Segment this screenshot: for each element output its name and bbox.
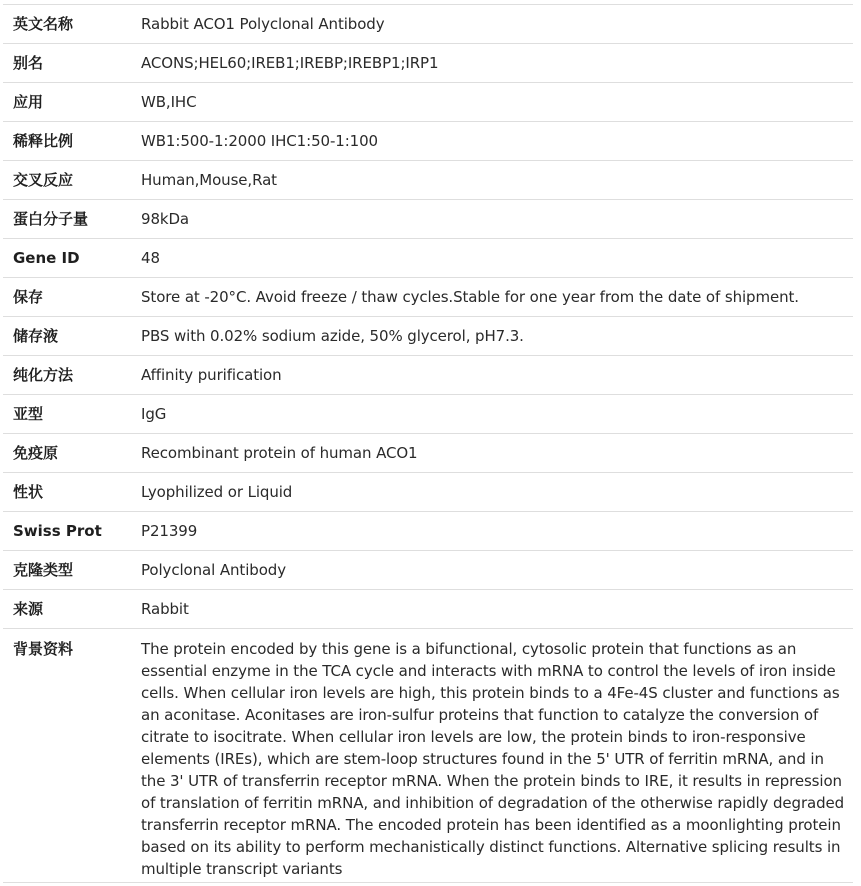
spec-label: 应用 xyxy=(3,83,132,122)
spec-value: P21399 xyxy=(132,512,853,551)
spec-row-gene-id xyxy=(3,239,853,278)
spec-value: Human,Mouse,Rat xyxy=(132,161,853,200)
spec-row-reactivity xyxy=(3,161,853,200)
spec-row-swiss-prot xyxy=(3,512,853,551)
spec-value: Affinity purification xyxy=(132,356,853,395)
spec-row-dilution xyxy=(3,122,853,161)
spec-row-background xyxy=(3,629,853,883)
spec-value: ACONS;HEL60;IREB1;IREBP;IREBP1;IRP1 xyxy=(132,44,853,83)
spec-label: 亚型 xyxy=(3,395,132,434)
spec-label: 蛋白分子量 xyxy=(3,200,132,239)
spec-label: Gene ID xyxy=(3,239,132,278)
spec-value: PBS with 0.02% sodium azide, 50% glycerol, pH7.3. xyxy=(132,317,853,356)
spec-label: 免疫原 xyxy=(3,434,132,473)
spec-value: 48 xyxy=(132,239,853,278)
spec-row-application xyxy=(3,83,853,122)
spec-row-form xyxy=(3,473,853,512)
spec-label: 来源 xyxy=(3,590,132,629)
background-description: The protein encoded by this gene is a bifunctional, cytosolic protein that functions as an essential enzyme in the TCA cycle and interacts with mRNA to control the levels of iron inside cells. When cellular iron levels are high, this protein binds to a 4Fe-4S cluster and functions as an aconitase. Aconitases are iron-sulfur proteins that function to catalyze the conversion of citrate to isocitrate. When cellular iron levels are low, the protein binds to iron-responsive elements (IREs), which are stem-loop structures found in the 5' UTR of ferritin mRNA, and in the 3' UTR of transferrin receptor mRNA. When the protein binds to IRE, it results in repression of translation of ferritin mRNA, and inhibition of degradation of the otherwise rapidly degraded transferrin receptor mRNA. The encoded protein has been identified as a moonlighting protein based on its ability to perform mechanistically distinct functions. Alternative splicing results in multiple transcript variants xyxy=(132,629,853,883)
spec-row-immunogen xyxy=(3,434,853,473)
spec-row-alias xyxy=(3,44,853,83)
spec-row-molecular-weight xyxy=(3,200,853,239)
spec-row-storage xyxy=(3,278,853,317)
spec-label: 克隆类型 xyxy=(3,551,132,590)
spec-label: 储存液 xyxy=(3,317,132,356)
spec-value: 98kDa xyxy=(132,200,853,239)
spec-row-purification xyxy=(3,356,853,395)
spec-value: IgG xyxy=(132,395,853,434)
spec-row-isotype xyxy=(3,395,853,434)
spec-label: 性状 xyxy=(3,473,132,512)
spec-row-english-name xyxy=(3,5,853,44)
spec-value: WB1:500-1:2000 IHC1:50-1:100 xyxy=(132,122,853,161)
spec-label: 稀释比例 xyxy=(3,122,132,161)
spec-value: Store at -20°C. Avoid freeze / thaw cycles.Stable for one year from the date of shipment. xyxy=(132,278,853,317)
spec-label: Swiss Prot xyxy=(3,512,132,551)
spec-label: 纯化方法 xyxy=(3,356,132,395)
spec-row-buffer xyxy=(3,317,853,356)
spec-label: 保存 xyxy=(3,278,132,317)
spec-value: Polyclonal Antibody xyxy=(132,551,853,590)
spec-value: WB,IHC xyxy=(132,83,853,122)
spec-label: 别名 xyxy=(3,44,132,83)
spec-value: Recombinant protein of human ACO1 xyxy=(132,434,853,473)
product-spec-table xyxy=(3,4,853,883)
spec-value: Rabbit xyxy=(132,590,853,629)
spec-row-clonality xyxy=(3,551,853,590)
spec-value: Lyophilized or Liquid xyxy=(132,473,853,512)
spec-row-host xyxy=(3,590,853,629)
spec-label: 交叉反应 xyxy=(3,161,132,200)
spec-value: Rabbit ACO1 Polyclonal Antibody xyxy=(132,5,853,44)
spec-label: 背景资料 xyxy=(3,629,132,883)
spec-label: 英文名称 xyxy=(3,5,132,44)
